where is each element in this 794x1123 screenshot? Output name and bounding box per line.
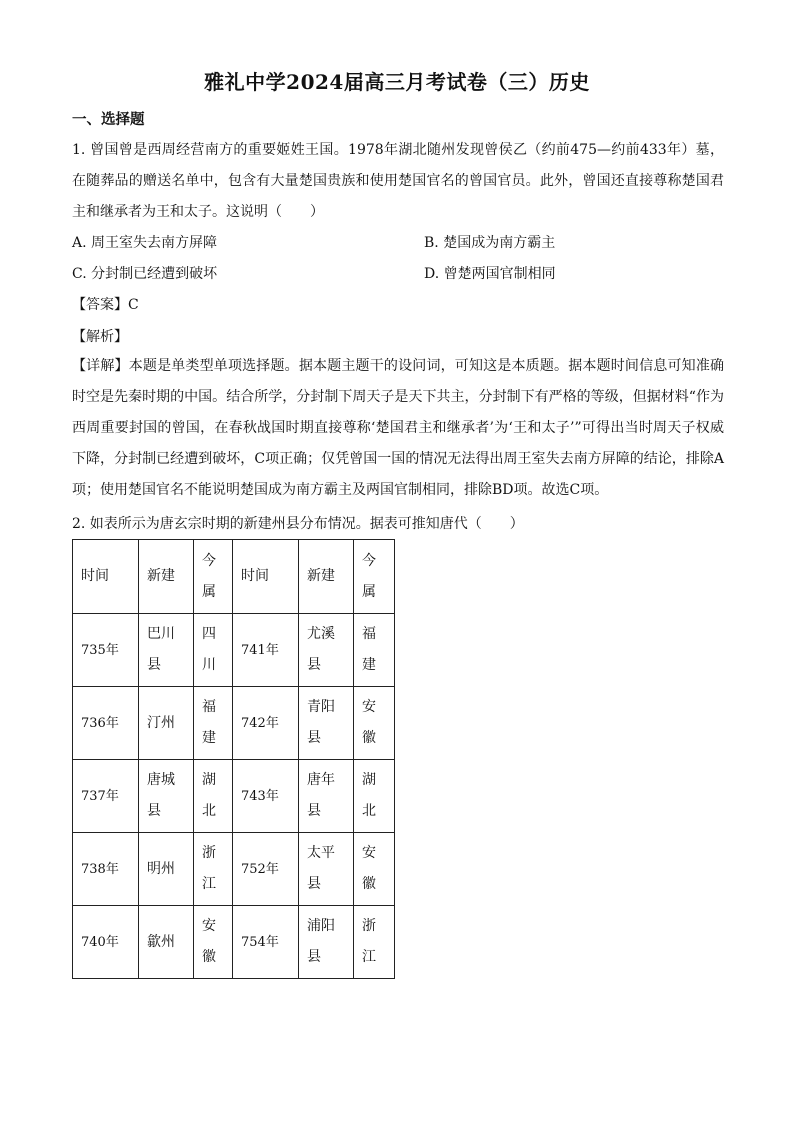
- table-row: [73, 687, 395, 760]
- table-header-cell: 时间: [233, 540, 299, 614]
- table-header-cell: 新建: [299, 540, 354, 614]
- table-row: [73, 760, 395, 833]
- table-cell: 752年: [233, 833, 299, 906]
- question-1-option-c: C. 分封制已经遭到破坏: [72, 266, 218, 282]
- table-cell: 742年: [233, 687, 299, 760]
- table-cell: 743年: [233, 760, 299, 833]
- table-cell: 湖北: [194, 760, 233, 833]
- table-header-row: [73, 540, 395, 614]
- table-cell: 福建: [194, 687, 233, 760]
- table-cell: 735年: [73, 614, 139, 687]
- table-cell: 安徽: [354, 833, 395, 906]
- question-1-option-b: B. 楚国成为南方霸主: [424, 235, 556, 251]
- table-header-cell: 今属: [354, 540, 395, 614]
- table-cell: 浙江: [354, 906, 395, 979]
- table-cell: 736年: [73, 687, 139, 760]
- table-cell: 唐城县: [139, 760, 194, 833]
- table-row: [73, 833, 395, 906]
- table-cell: 737年: [73, 760, 139, 833]
- table-header-cell: 今属: [194, 540, 233, 614]
- table-row: [73, 614, 395, 687]
- question-1-detail: 【详解】本题是单类型单项选择题。据本题主题干的设问词，可知这是本质题。据本题时间信息可知准确时空是先秦时期的中国。结合所学，分封制下周天子是天下共主，分封制下有严格的等级，但据材料“作为西周重要封国的曾国，在春秋战国时期直接尊称‘楚国君主和继承者’为‘王和太子’”可得出当时周天子权威下降，分封制已经遭到破坏，C项正确；仅凭曾国一国的情况无法得出周王室失去南方屏障的结论，排除A项；使用楚国官名不能说明楚国成为南方霸主及两国官制相同，排除BD项。故选C项。: [72, 358, 724, 498]
- table-cell: 青阳县: [299, 687, 354, 760]
- answer-label: 【答案】C: [72, 297, 139, 313]
- analysis-label: 【解析】: [72, 329, 128, 345]
- table-cell: 歙州: [139, 906, 194, 979]
- table-cell: 尤溪县: [299, 614, 354, 687]
- table-header-cell: 时间: [73, 540, 139, 614]
- table-cell: 四川: [194, 614, 233, 687]
- table-cell: 唐年县: [299, 760, 354, 833]
- table-cell: 巴川县: [139, 614, 194, 687]
- table-cell: 安徽: [354, 687, 395, 760]
- page-title: 雅礼中学2024届高三月考试卷（三）历史: [204, 70, 590, 94]
- table-cell: 安徽: [194, 906, 233, 979]
- table-cell: 浦阳县: [299, 906, 354, 979]
- table-cell: 明州: [139, 833, 194, 906]
- table-cell: 太平县: [299, 833, 354, 906]
- table-cell: 汀州: [139, 687, 194, 760]
- section-heading: 一、选择题: [72, 111, 145, 128]
- question-1-stem: 1. 曾国曾是西周经营南方的重要姬姓王国。1978年湖北随州发现曾侯乙（约前475—约前433年）墓，在随葬品的赠送名单中，包含有大量楚国贵族和使用楚国官名的曾国官员。此外，曾国还直接尊称楚国君主和继承者为王和太子。这说明（ ）: [72, 142, 724, 220]
- county-table: [72, 539, 395, 979]
- question-1-option-d: D. 曾楚两国官制相同: [424, 266, 556, 282]
- table-row: [73, 906, 395, 979]
- table-cell: 湖北: [354, 760, 395, 833]
- table-cell: 754年: [233, 906, 299, 979]
- table-cell: 741年: [233, 614, 299, 687]
- table-cell: 福建: [354, 614, 395, 687]
- question-2-stem: 2. 如表所示为唐玄宗时期的新建州县分布情况。据表可推知唐代（ ）: [72, 516, 524, 532]
- table-header-cell: 新建: [139, 540, 194, 614]
- table-cell: 浙江: [194, 833, 233, 906]
- table-cell: 740年: [73, 906, 139, 979]
- table-cell: 738年: [73, 833, 139, 906]
- question-1-option-a: A. 周王室失去南方屏障: [72, 235, 218, 251]
